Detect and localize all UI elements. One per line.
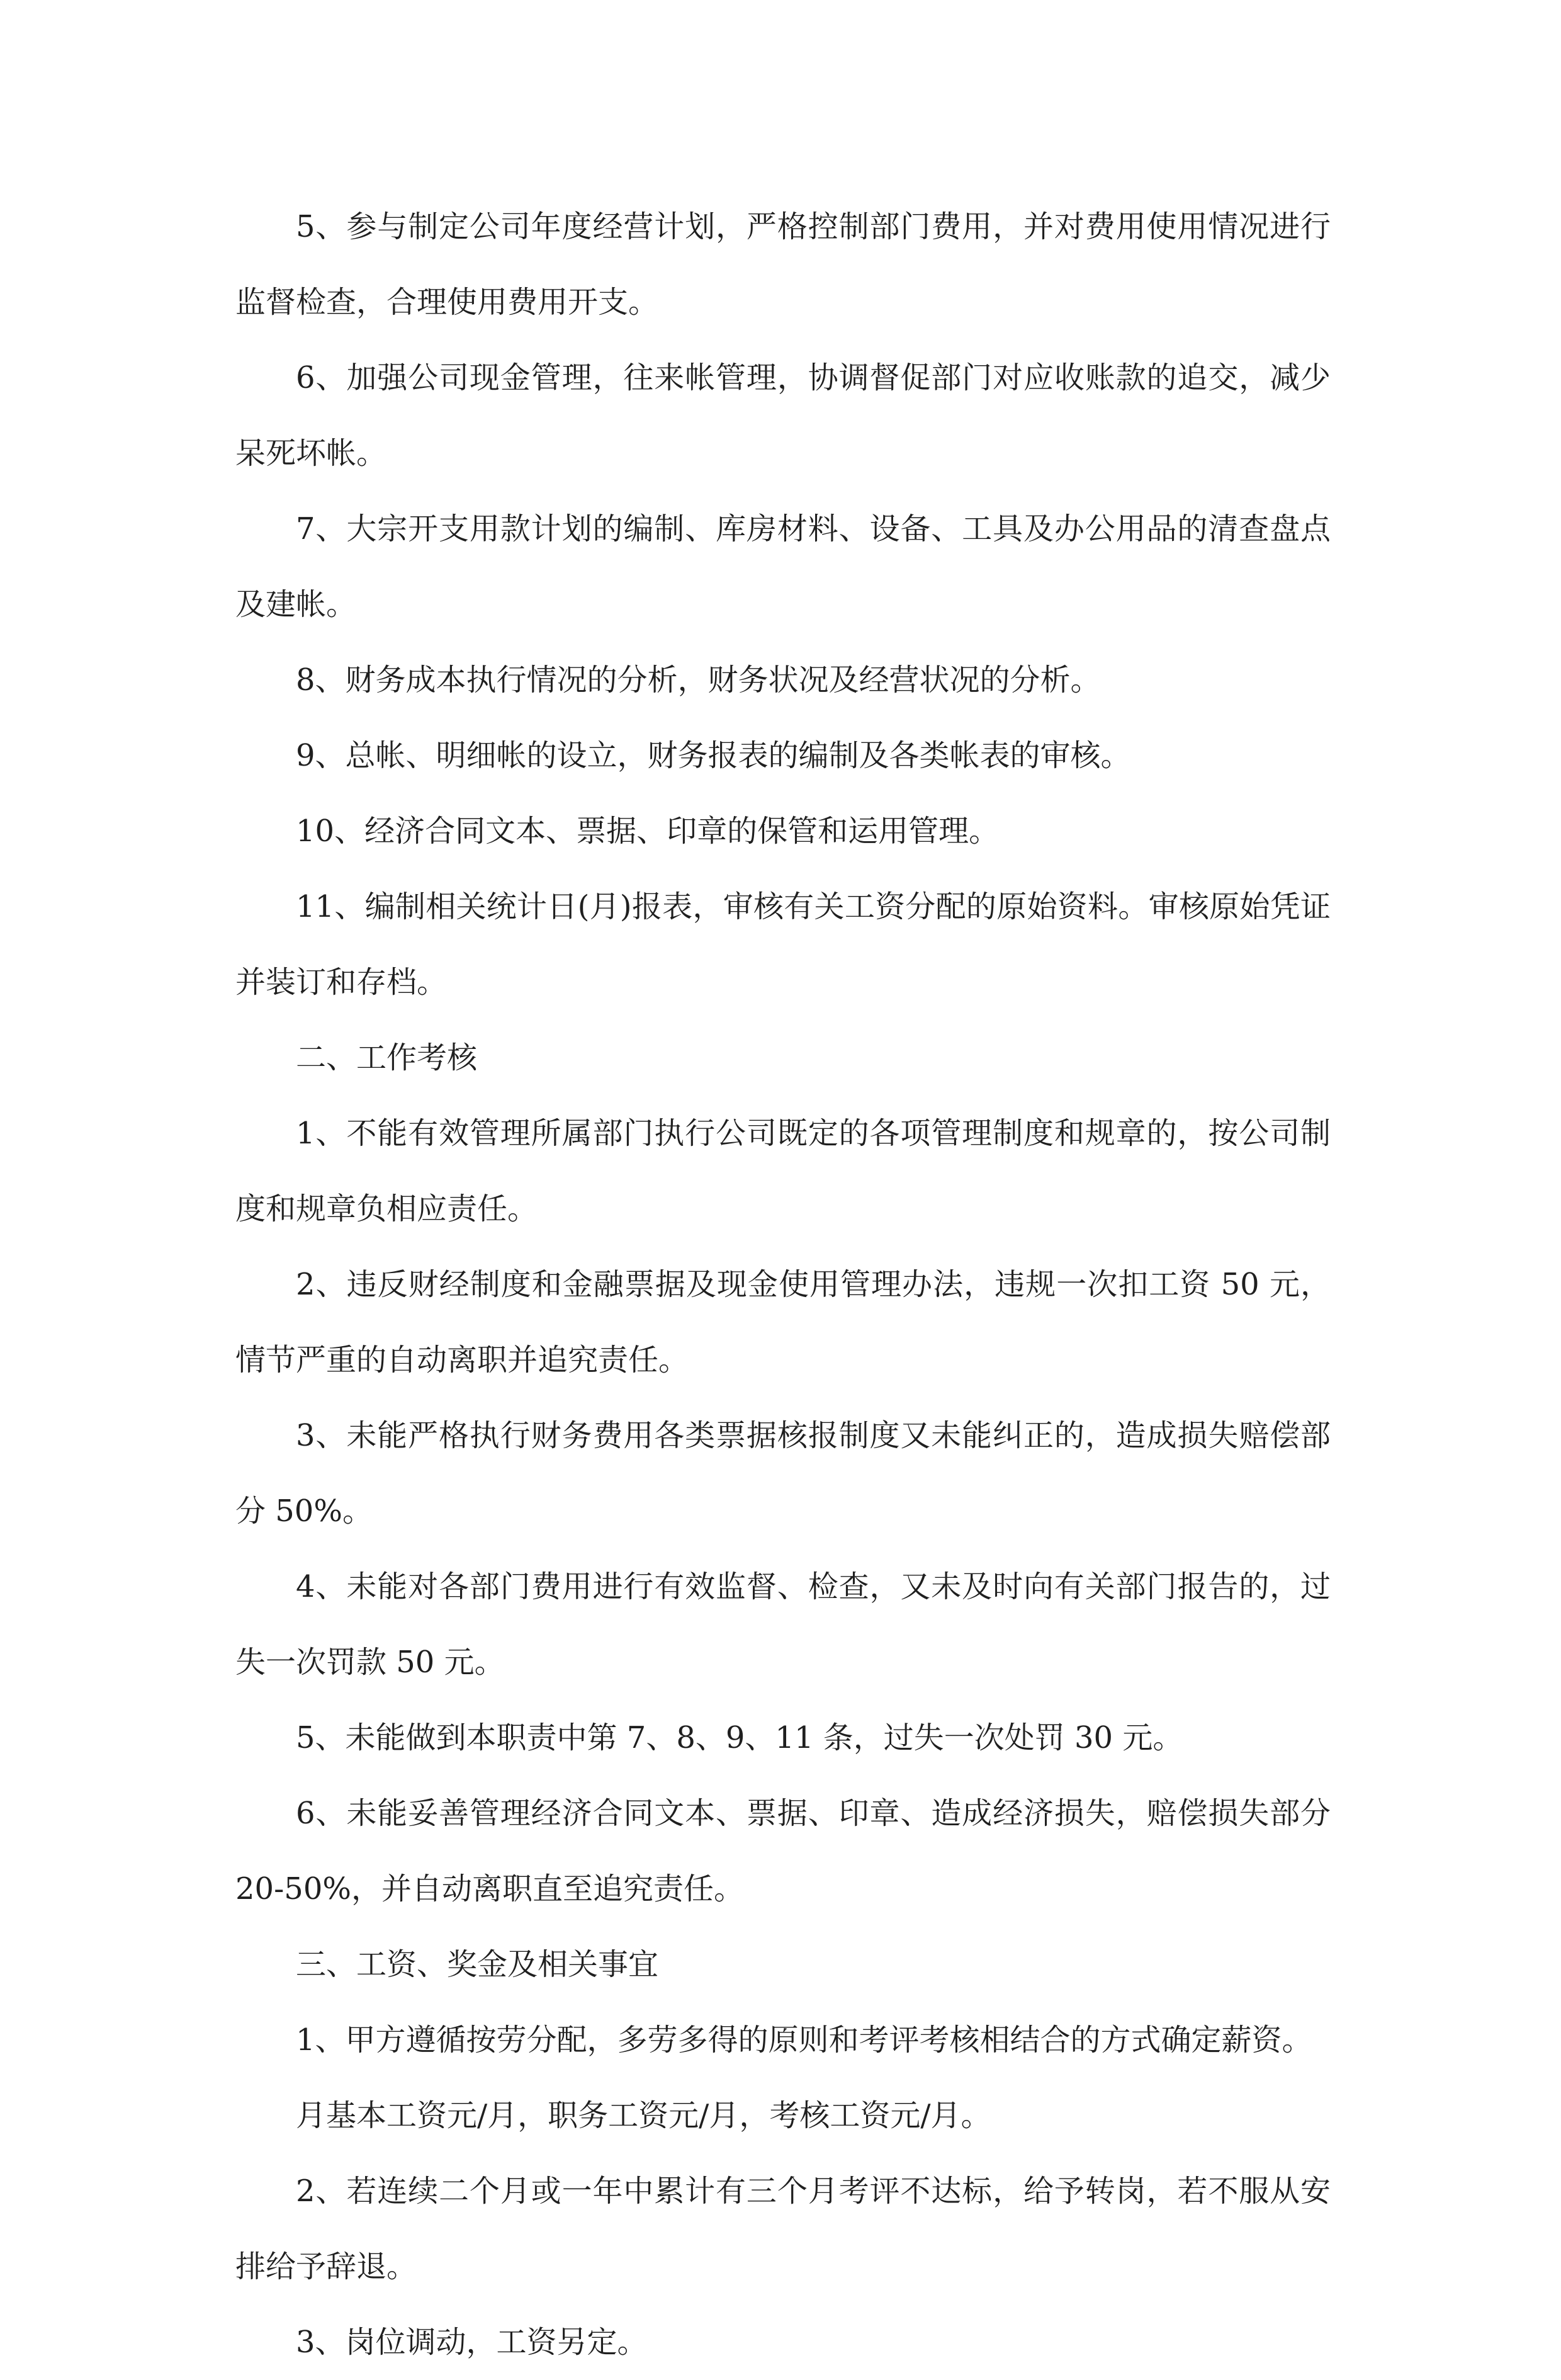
paragraph-item-7-inventory: 7、大宗开支用款计划的编制、库房材料、设备、工具及办公用品的清查盘点及建帐。 bbox=[235, 511, 1331, 622]
salary-breakdown: 月基本工资元/月，职务工资元/月，考核工资元/月。 bbox=[296, 2098, 991, 2133]
paragraph-item-6-cash: 6、加强公司现金管理，往来帐管理，协调督促部门对应收账款的追交，减少呆死坏帐。 bbox=[235, 360, 1331, 471]
section-heading-salary: 三、工资、奖金及相关事宜 bbox=[296, 1947, 659, 1982]
paragraph-item-8-analysis: 8、财务成本执行情况的分析，财务状况及经营状况的分析。 bbox=[296, 662, 1101, 698]
paragraph-item-11-reports: 11、编制相关统计日(月)报表，审核有关工资分配的原始资料。审核原始凭证并装订和存档。 bbox=[235, 889, 1331, 1000]
section-heading-work-assessment: 二、工作考核 bbox=[296, 1040, 478, 1075]
assessment-item-2: 2、违反财经制度和金融票据及现金使用管理办法，违规一次扣工资 50 元，情节严重的自动离职并追究责任。 bbox=[235, 1267, 1331, 1378]
salary-item-1: 1、甲方遵循按劳分配，多劳多得的原则和考评考核相结合的方式确定薪资。 bbox=[296, 2022, 1312, 2058]
assessment-item-4: 4、未能对各部门费用进行有效监督、检查，又未及时向有关部门报告的，过失一次罚款 50 元。 bbox=[235, 1569, 1331, 1680]
salary-item-2: 2、若连续二个月或一年中累计有三个月考评不达标，给予转岗，若不服从安排给予辞退。 bbox=[235, 2173, 1331, 2284]
assessment-item-6: 6、未能妥善管理经济合同文本、票据、印章、造成经济损失，赔偿损失部分 20-50%，并自动离职直至追究责任。 bbox=[235, 1796, 1331, 1907]
assessment-item-3: 3、未能严格执行财务费用各类票据核报制度又未能纠正的，造成损失赔偿部分 50%。 bbox=[235, 1418, 1331, 1529]
assessment-item-1: 1、不能有效管理所属部门执行公司既定的各项管理制度和规章的，按公司制度和规章负相应责任。 bbox=[235, 1116, 1331, 1227]
paragraph-item-10-contracts: 10、经济合同文本、票据、印章的保管和运用管理。 bbox=[296, 813, 1000, 849]
paragraph-item-9-ledger: 9、总帐、明细帐的设立，财务报表的编制及各类帐表的审核。 bbox=[296, 738, 1131, 773]
assessment-item-5: 5、未能做到本职责中第 7、8、9、11 条，过失一次处罚 30 元。 bbox=[296, 1720, 1183, 1755]
paragraph-item-5-budget: 5、参与制定公司年度经营计划，严格控制部门费用，并对费用使用情况进行监督检查，合理使用费用开支。 bbox=[235, 209, 1331, 320]
document-body bbox=[235, 189, 1331, 2380]
salary-item-3: 3、岗位调动，工资另定。 bbox=[296, 2325, 648, 2360]
